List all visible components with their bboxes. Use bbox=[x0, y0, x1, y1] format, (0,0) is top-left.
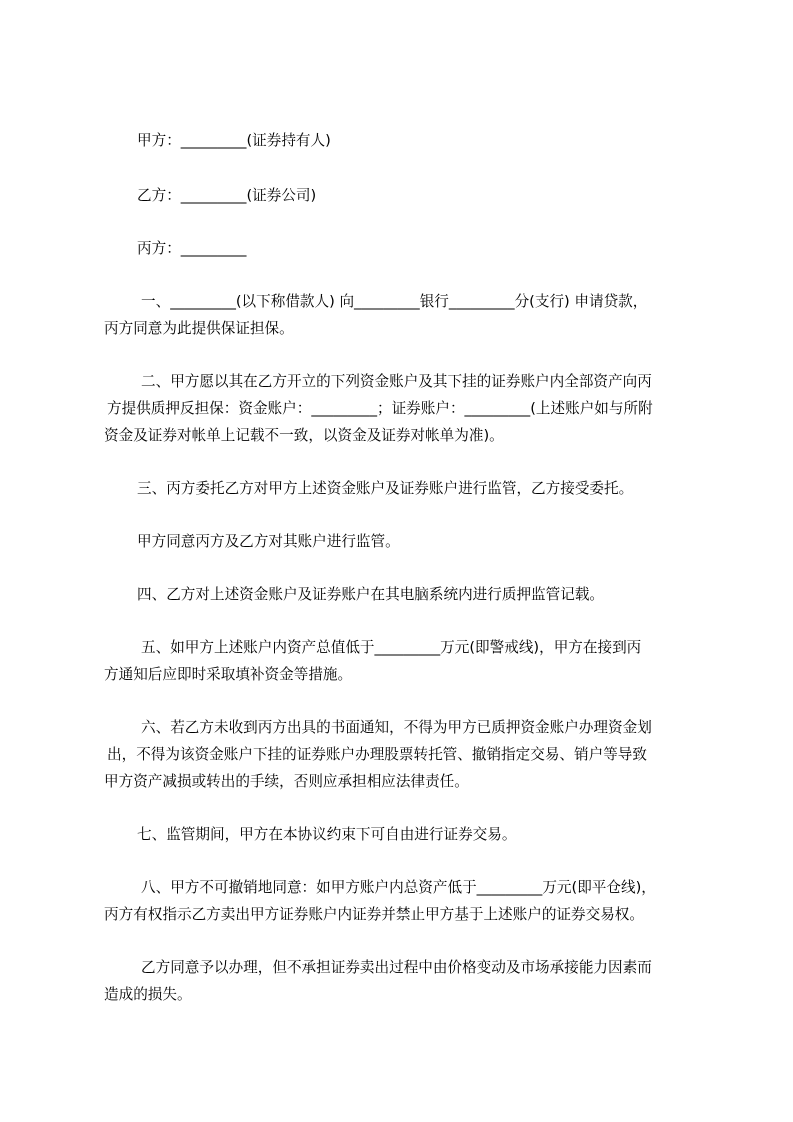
clause-8-line-2: 丙方有权指示乙方卖出甲方证券账户内证券并禁止甲方基于上述账户的证券交易权。 bbox=[104, 906, 644, 923]
clause-5-line-1: 五、如甲方上述账户内资产总值低于_________万元(即警戒线)，甲方在接到丙 bbox=[141, 639, 642, 656]
clause-8-line-1: 八、甲方不可撤销地同意：如甲方账户内总资产低于_________万元(即平仓线)， bbox=[141, 879, 656, 896]
clause-7-line: 七、监管期间，甲方在本协议约束下可自由进行证券交易。 bbox=[137, 826, 517, 843]
clause-2-line-1: 二、甲方愿以其在乙方开立的下列资金账户及其下挂的证券账户内全部资产向丙 bbox=[141, 373, 652, 390]
clause-2-line-2: 方提供质押反担保：资金账户：_________；证券账户：_________(上述账户如与所附 bbox=[107, 400, 653, 417]
clause-2-line-3: 资金及证券对帐单上记载不一致，以资金及证券对帐单为准)。 bbox=[104, 427, 504, 444]
clause-6-line-1: 六、若乙方未收到丙方出具的书面通知，不得为甲方已质押资金账户办理资金划 bbox=[141, 719, 652, 736]
clause-1-line-1: 一、_________(以下称借款人) 向_________银行_________分(支行) 申请贷款， bbox=[141, 293, 648, 310]
clause-3b-line: 甲方同意丙方及乙方对其账户进行监管。 bbox=[137, 533, 400, 550]
clause-5-line-2: 方通知后应即时采取填补资金等措施。 bbox=[104, 666, 353, 683]
clause-3-line: 三、丙方委托乙方对甲方上述资金账户及证券账户进行监管，乙方接受委托。 bbox=[137, 480, 634, 497]
clause-6-line-3: 甲方资产减损或转出的手续，否则应承担相应法律责任。 bbox=[104, 773, 469, 790]
party-c-line: 丙方：_________ bbox=[137, 240, 247, 257]
clause-4-line: 四、乙方对上述资金账户及证券账户在其电脑系统内进行质押监管记载。 bbox=[137, 586, 605, 603]
clause-6-line-2: 出，不得为该资金账户下挂的证券账户办理股票转托管、撤销指定交易、销户等导致 bbox=[107, 746, 647, 763]
party-b-line: 乙方：_________(证券公司) bbox=[137, 187, 317, 204]
party-a-line: 甲方：_________(证券持有人) bbox=[137, 132, 331, 149]
clause-1-line-2: 丙方同意为此提供保证担保。 bbox=[104, 320, 294, 337]
clause-8b-line-1: 乙方同意予以办理，但不承担证券卖出过程中由价格变动及市场承接能力因素而 bbox=[141, 959, 652, 976]
clause-8b-line-2: 造成的损失。 bbox=[104, 986, 192, 1003]
